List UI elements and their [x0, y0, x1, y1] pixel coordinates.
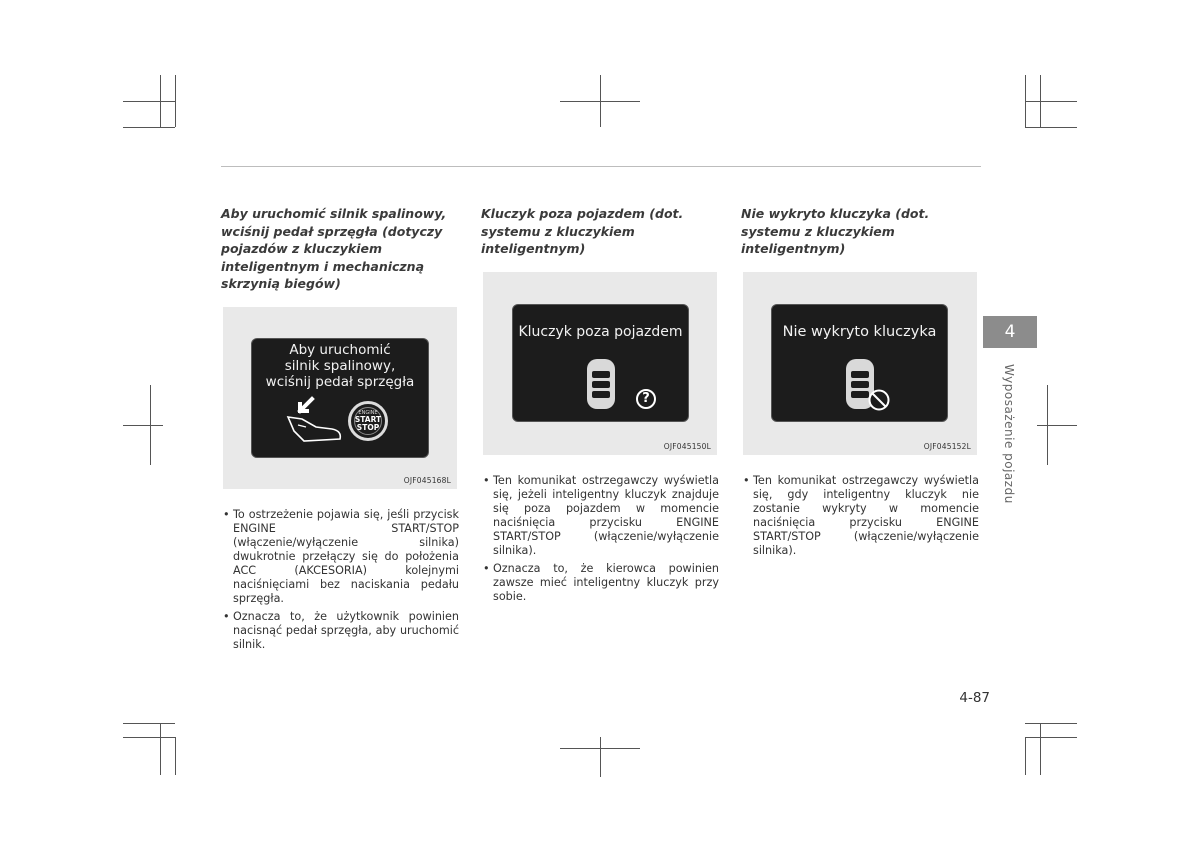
- clutch-pedal-icon: [286, 395, 350, 447]
- button-label-start: START: [354, 415, 382, 424]
- figure-key-not-detected-warning: [743, 272, 977, 455]
- cluster-display: [512, 304, 689, 422]
- figure-caption: OJF045168L: [403, 476, 451, 485]
- chapter-tab-number: 4: [983, 316, 1037, 348]
- header-rule: [221, 166, 981, 167]
- display-message: Nie wykryto kluczyka: [782, 324, 937, 340]
- button-label-stop: STOP: [356, 423, 380, 432]
- bullet-item: • To ostrzeżenie pojawia się, jeśli przycisk ENGINE START/STOP (włączenie/wyłączenie silnika) dwukrotnie przełączy się do położenia ACC (AKCESORIA) kolejnymi naciśnięciami bez naciskania pedału sprzęgła.: [223, 508, 459, 606]
- page-number: 4-87: [959, 690, 990, 706]
- display-line-1: Aby uruchomić: [289, 342, 391, 358]
- section-title-key-outside: Kluczyk poza pojazdem (dot. systemu z kluczykiem inteligentnym): [481, 206, 684, 256]
- bullet-item: • Ten komunikat ostrzegawczy wyświetla się, jeżeli inteligentny kluczyk znajduje się poza pojazdem w momencie naciśnięcia przycisku ENGINE START/STOP (włączenie/wyłączenie silnika).: [483, 474, 719, 558]
- bullet-list-clutch: [223, 508, 459, 656]
- section-title-key-not-detected: Nie wykryto kluczyka (dot. systemu z kluczykiem inteligentnym): [741, 206, 930, 256]
- bullet-item: • Oznacza to, że użytkownik powinien nacisnąć pedał sprzęgła, aby uruchomić silnik.: [223, 610, 459, 652]
- cluster-display: [251, 338, 429, 458]
- button-label-engine: ENGINE: [358, 410, 378, 416]
- cluster-display: [771, 304, 948, 422]
- bullet-item: • Ten komunikat ostrzegawczy wyświetla się, gdy inteligentny kluczyk nie zostanie wykryty w momencie naciśnięcia przycisku ENGINE START/STOP (włączenie/wyłączenie silnika).: [743, 474, 979, 558]
- badge-glyph: ?: [642, 391, 650, 406]
- figure-clutch-warning: [223, 307, 457, 489]
- figure-key-outside-warning: [483, 272, 717, 455]
- figure-caption: OJF045152L: [923, 442, 971, 451]
- bullet-list-key-not-detected: [743, 474, 979, 562]
- display-line-2: silnik spalinowy,: [284, 358, 396, 374]
- engine-start-stop-button-icon: [348, 401, 388, 441]
- bullet-list-key-outside: [483, 474, 719, 608]
- display-line-3: wciśnij pedał sprzęgła: [265, 374, 415, 390]
- question-badge-icon: [636, 389, 656, 409]
- figure-caption: OJF045150L: [663, 442, 711, 451]
- no-sign-badge-icon: [868, 389, 890, 411]
- display-message: Kluczyk poza pojazdem: [518, 324, 683, 340]
- smart-key-icon: [579, 357, 635, 415]
- chapter-tab-label: Wyposażenie pojazdu: [1002, 364, 1016, 504]
- section-title-clutch: Aby uruchomić silnik spalinowy, wciśnij pedał sprzęgła (dotyczy pojazdów z kluczykiem inteligentnym i mechaniczną skrzynią biegów): [221, 206, 447, 291]
- bullet-item: • Oznacza to, że kierowca powinien zawsze mieć inteligentny kluczyk przy sobie.: [483, 562, 719, 604]
